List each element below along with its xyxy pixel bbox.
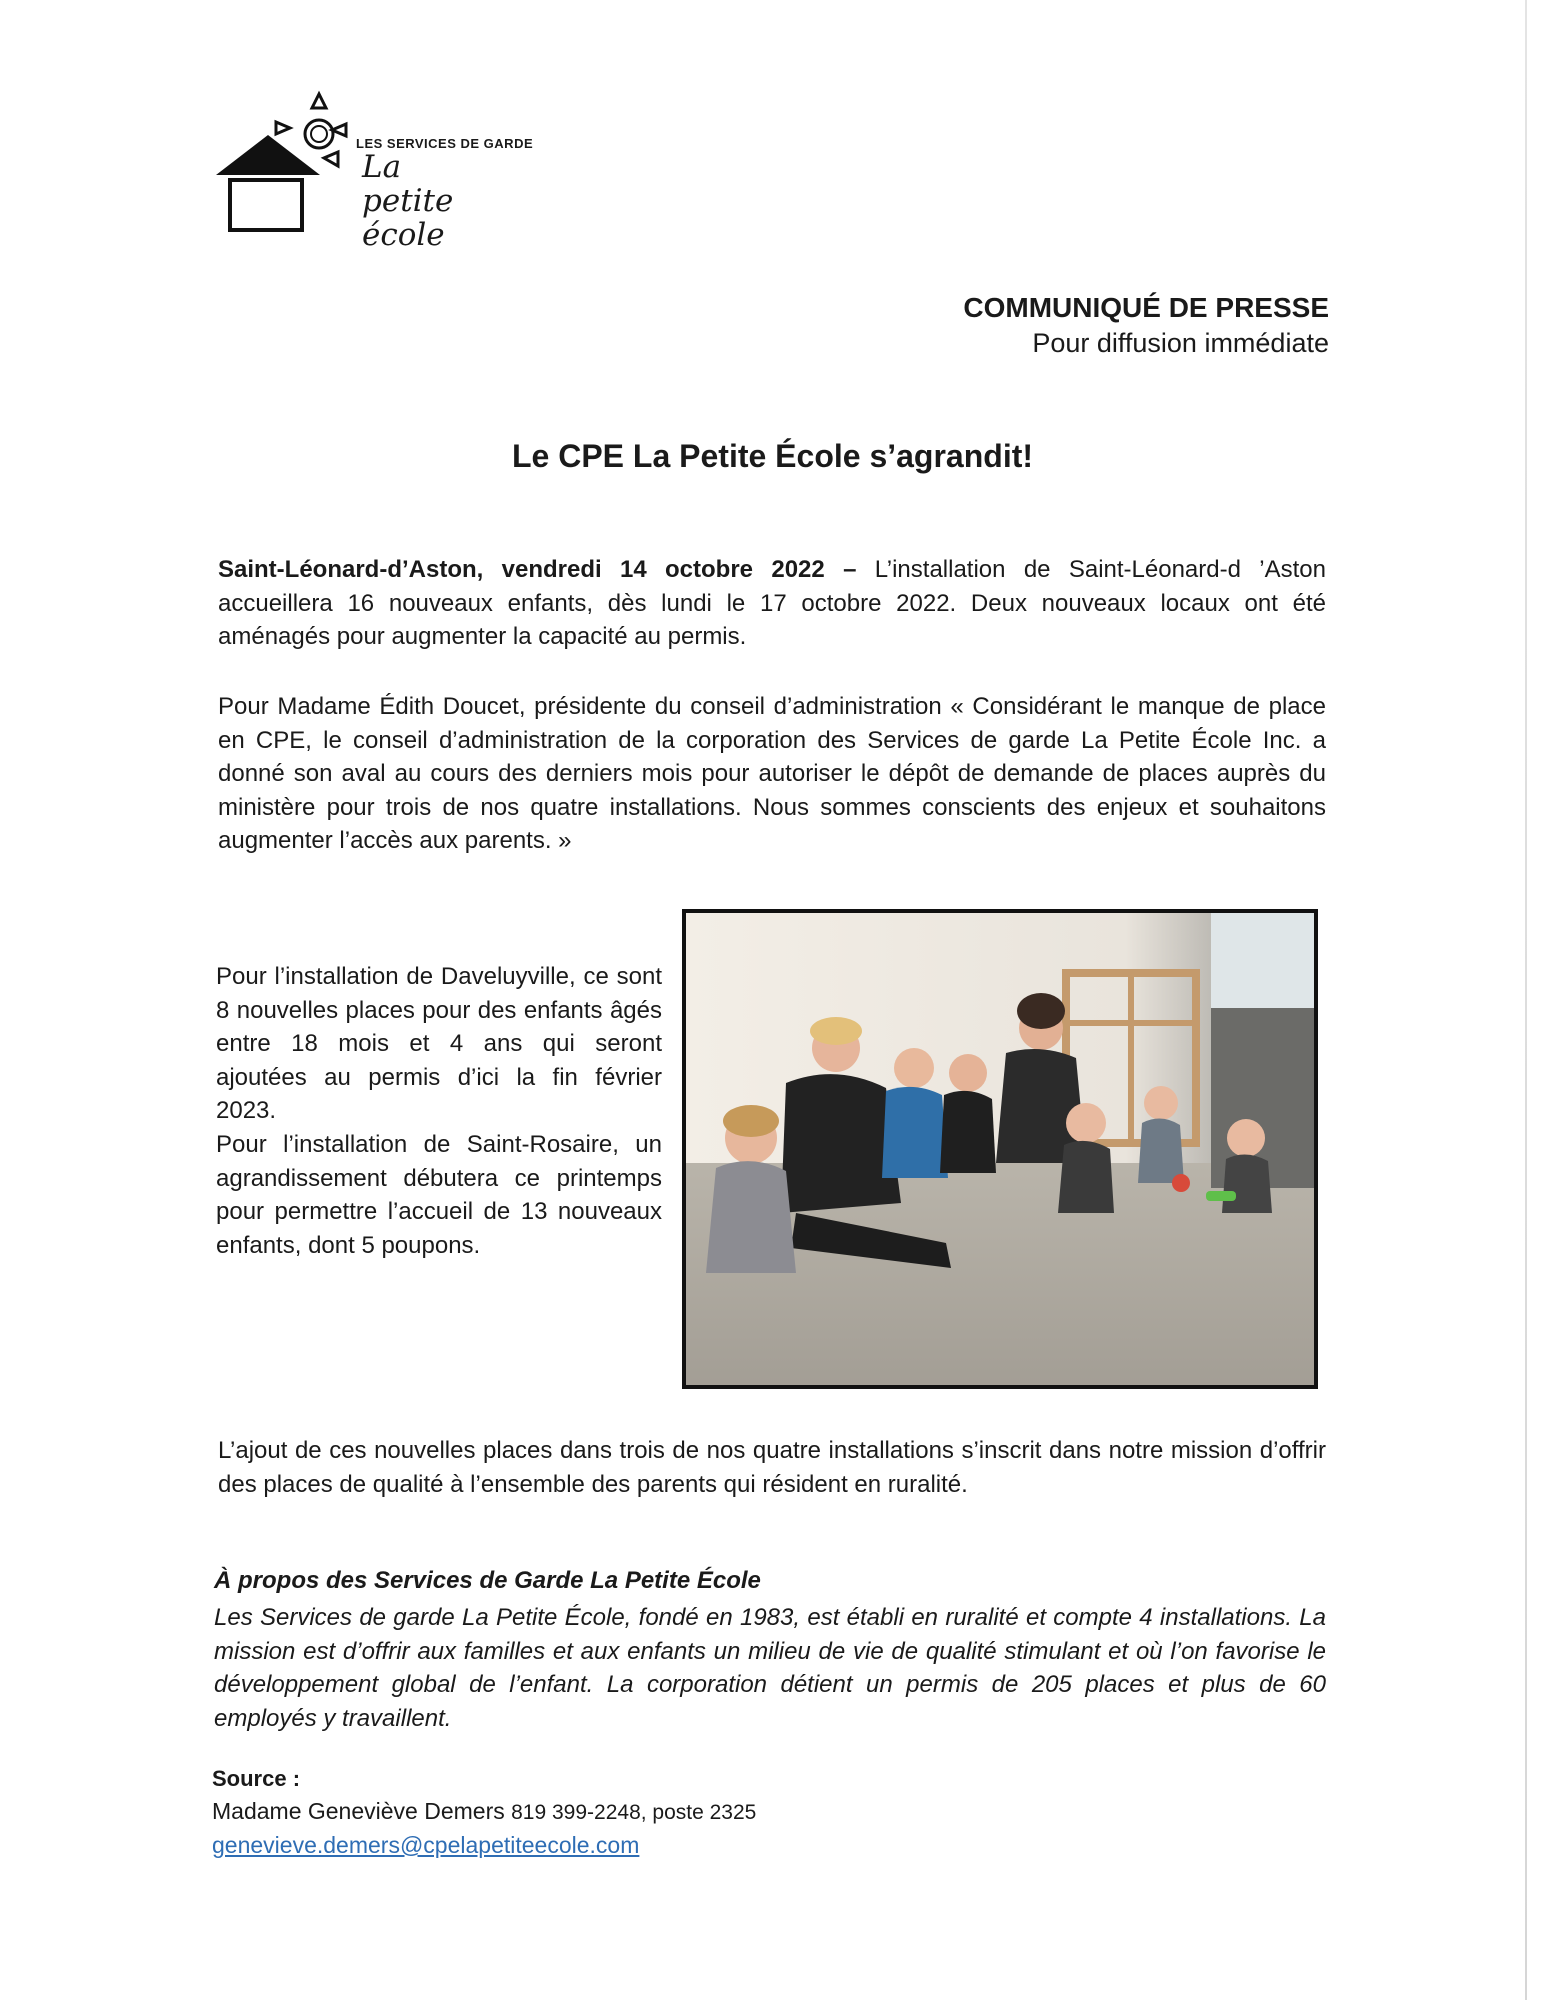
dateline: Saint-Léonard-d’Aston, vendredi 14 octobre 2022 –	[218, 556, 857, 583]
logo-caption: LES SERVICES DE GARDE	[356, 136, 534, 151]
intro-paragraph	[218, 553, 1326, 654]
logo-script-text: La petite école	[362, 149, 454, 253]
source-name: Madame Geneviève Demers	[212, 1798, 505, 1824]
daveluyville-paragraph: Pour l’installation de Daveluyville, ce sont 8 nouvelles places pour des enfants âgés entre 18 mois et 4 ans qui seront ajoutées au permis d’ici la fin février 2023.	[216, 963, 662, 1124]
source-email-link[interactable]: genevieve.demers@cpelapetiteecole.com	[212, 1832, 640, 1858]
house-sun-logo-icon	[216, 88, 356, 238]
press-release-label: COMMUNIQUÉ DE PRESSE	[963, 292, 1329, 323]
source-phone: 819 399-2248, poste 2325	[511, 1801, 757, 1824]
organization-logo	[216, 88, 556, 253]
release-timing: Pour diffusion immédiate	[1032, 328, 1329, 358]
quote-paragraph: Pour Madame Édith Doucet, présidente du conseil d’administration « Considérant le manque de place en CPE, le conseil d’administration de la corporation des Services de garde La Petite École Inc. a donné son aval au cours des derniers mois pour autoriser le dépôt de demande de places auprès du ministère pour trois de nos quatre installations. Nous sommes conscients des enjeux et souhaitons augmenter l’accès aux parents. »	[218, 693, 1326, 854]
about-text: Les Services de garde La Petite École, fondé en 1983, est établi en ruralité et compte 4 installations. La mission est d’offrir aux familles et aux enfants un milieu de vie de qualité stimulant et où l’on favorise le développement global de l’enfant. La corporation détient un permis de 205 places et plus de 60 employés y travaillent.	[214, 1604, 1326, 1732]
intro-text: L’installation de Saint-Léonard-d ’Aston accueillera 16 nouveaux enfants, dès lundi le 17 octobre 2022. Deux nouveaux locaux ont été aménagés pour augmenter la capacité au permis.	[218, 556, 1326, 650]
mission-paragraph: L’ajout de ces nouvelles places dans trois de nos quatre installations s’inscrit dans notre mission d’offrir des places de qualité à l’ensemble des parents qui résident en ruralité.	[218, 1437, 1326, 1498]
source-label: Source :	[212, 1766, 301, 1791]
source-contact	[212, 1798, 756, 1825]
page-title: Le CPE La Petite École s’agrandit!	[511, 438, 1034, 474]
press-release-header	[963, 290, 1329, 360]
about-heading: À propos des Services de Garde La Petite École	[214, 1567, 761, 1594]
saint-rosaire-paragraph: Pour l’installation de Saint-Rosaire, un agrandissement débutera ce printemps pour permettre l’accueil de 13 nouveaux enfants, dont 5 poupons.	[216, 1131, 662, 1259]
group-photo	[682, 909, 1318, 1389]
scan-page-edge	[1525, 0, 1527, 2000]
